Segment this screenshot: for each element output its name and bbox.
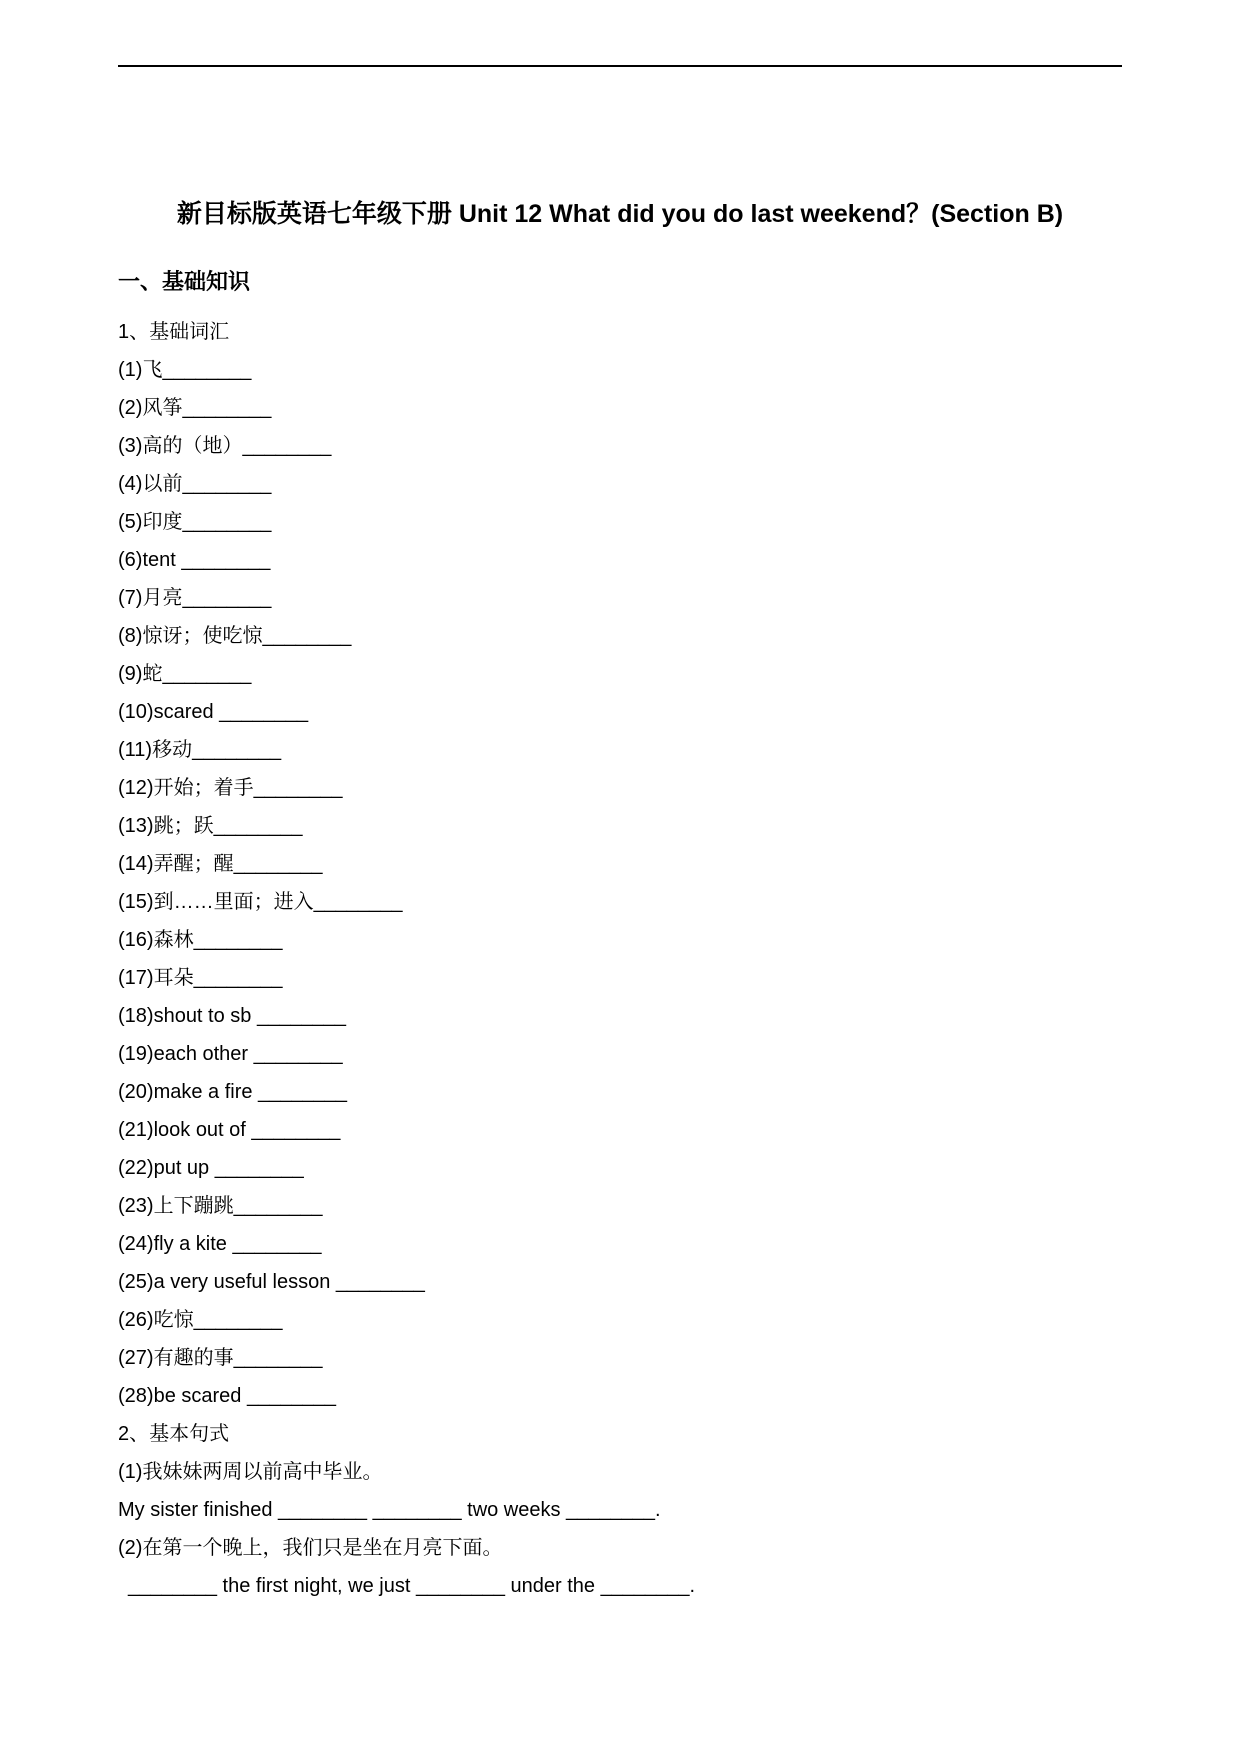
vocab-item: (3)高的（地）________ xyxy=(118,435,332,457)
vocab-item: (11)移动________ xyxy=(118,739,282,761)
vocab-item: (1)飞________ xyxy=(118,359,252,381)
vocab-item: (15)到……里面；进入________ xyxy=(118,891,403,913)
vocab-item: (8)惊讶；使吃惊________ xyxy=(118,625,352,647)
vocab-item: (28)be scared ________ xyxy=(118,1385,336,1407)
vocab-item: (27)有趣的事________ xyxy=(118,1347,323,1369)
header-rule xyxy=(118,65,1122,67)
vocab-item: (19)each other ________ xyxy=(118,1043,343,1065)
vocab-item: (9)蛇________ xyxy=(118,663,252,685)
sentence-fill-in: My sister finished ________ ________ two weeks ________. xyxy=(118,1499,661,1521)
sentence-prompt: (2)在第一个晚上，我们只是坐在月亮下面。 xyxy=(118,1537,503,1559)
sentence-fill-in: ________ the first night, we just ________ under the ________. xyxy=(128,1575,696,1597)
vocab-item: (7)月亮________ xyxy=(118,587,272,609)
vocab-item: (6)tent ________ xyxy=(118,549,271,571)
vocab-item: (16)森林________ xyxy=(118,929,283,951)
vocab-item: (17)耳朵________ xyxy=(118,967,283,989)
section-heading: 一、基础知识 xyxy=(118,269,251,294)
sentence-prompt: (1)我妹妹两周以前高中毕业。 xyxy=(118,1461,383,1483)
vocab-item: (10)scared ________ xyxy=(118,701,309,723)
vocab-item: (14)弄醒；醒________ xyxy=(118,853,323,875)
vocab-item: (18)shout to sb ________ xyxy=(118,1005,346,1027)
vocab-item: (12)开始；着手________ xyxy=(118,777,343,799)
subsection-heading-vocabulary: 1、基础词汇 xyxy=(118,321,230,343)
document-title: 新目标版英语七年级下册 Unit 12 What did you do last weekend？(Section B) xyxy=(176,200,1064,228)
vocab-item: (4)以前________ xyxy=(118,473,272,495)
vocab-item: (23)上下蹦跳________ xyxy=(118,1195,323,1217)
vocab-item: (25)a very useful lesson ________ xyxy=(118,1271,425,1293)
document-body xyxy=(118,313,1122,1605)
subsection-heading-sentences: 2、基本句式 xyxy=(118,1423,230,1445)
vocab-item: (26)吃惊________ xyxy=(118,1309,283,1331)
vocab-item: (24)fly a kite ________ xyxy=(118,1233,322,1255)
vocab-item: (20)make a fire ________ xyxy=(118,1081,348,1103)
vocab-item: (13)跳；跃________ xyxy=(118,815,303,837)
vocab-item: (2)风筝________ xyxy=(118,397,272,419)
vocab-item: (21)look out of ________ xyxy=(118,1119,341,1141)
vocab-item: (5)印度________ xyxy=(118,511,272,533)
vocab-item: (22)put up ________ xyxy=(118,1157,304,1179)
